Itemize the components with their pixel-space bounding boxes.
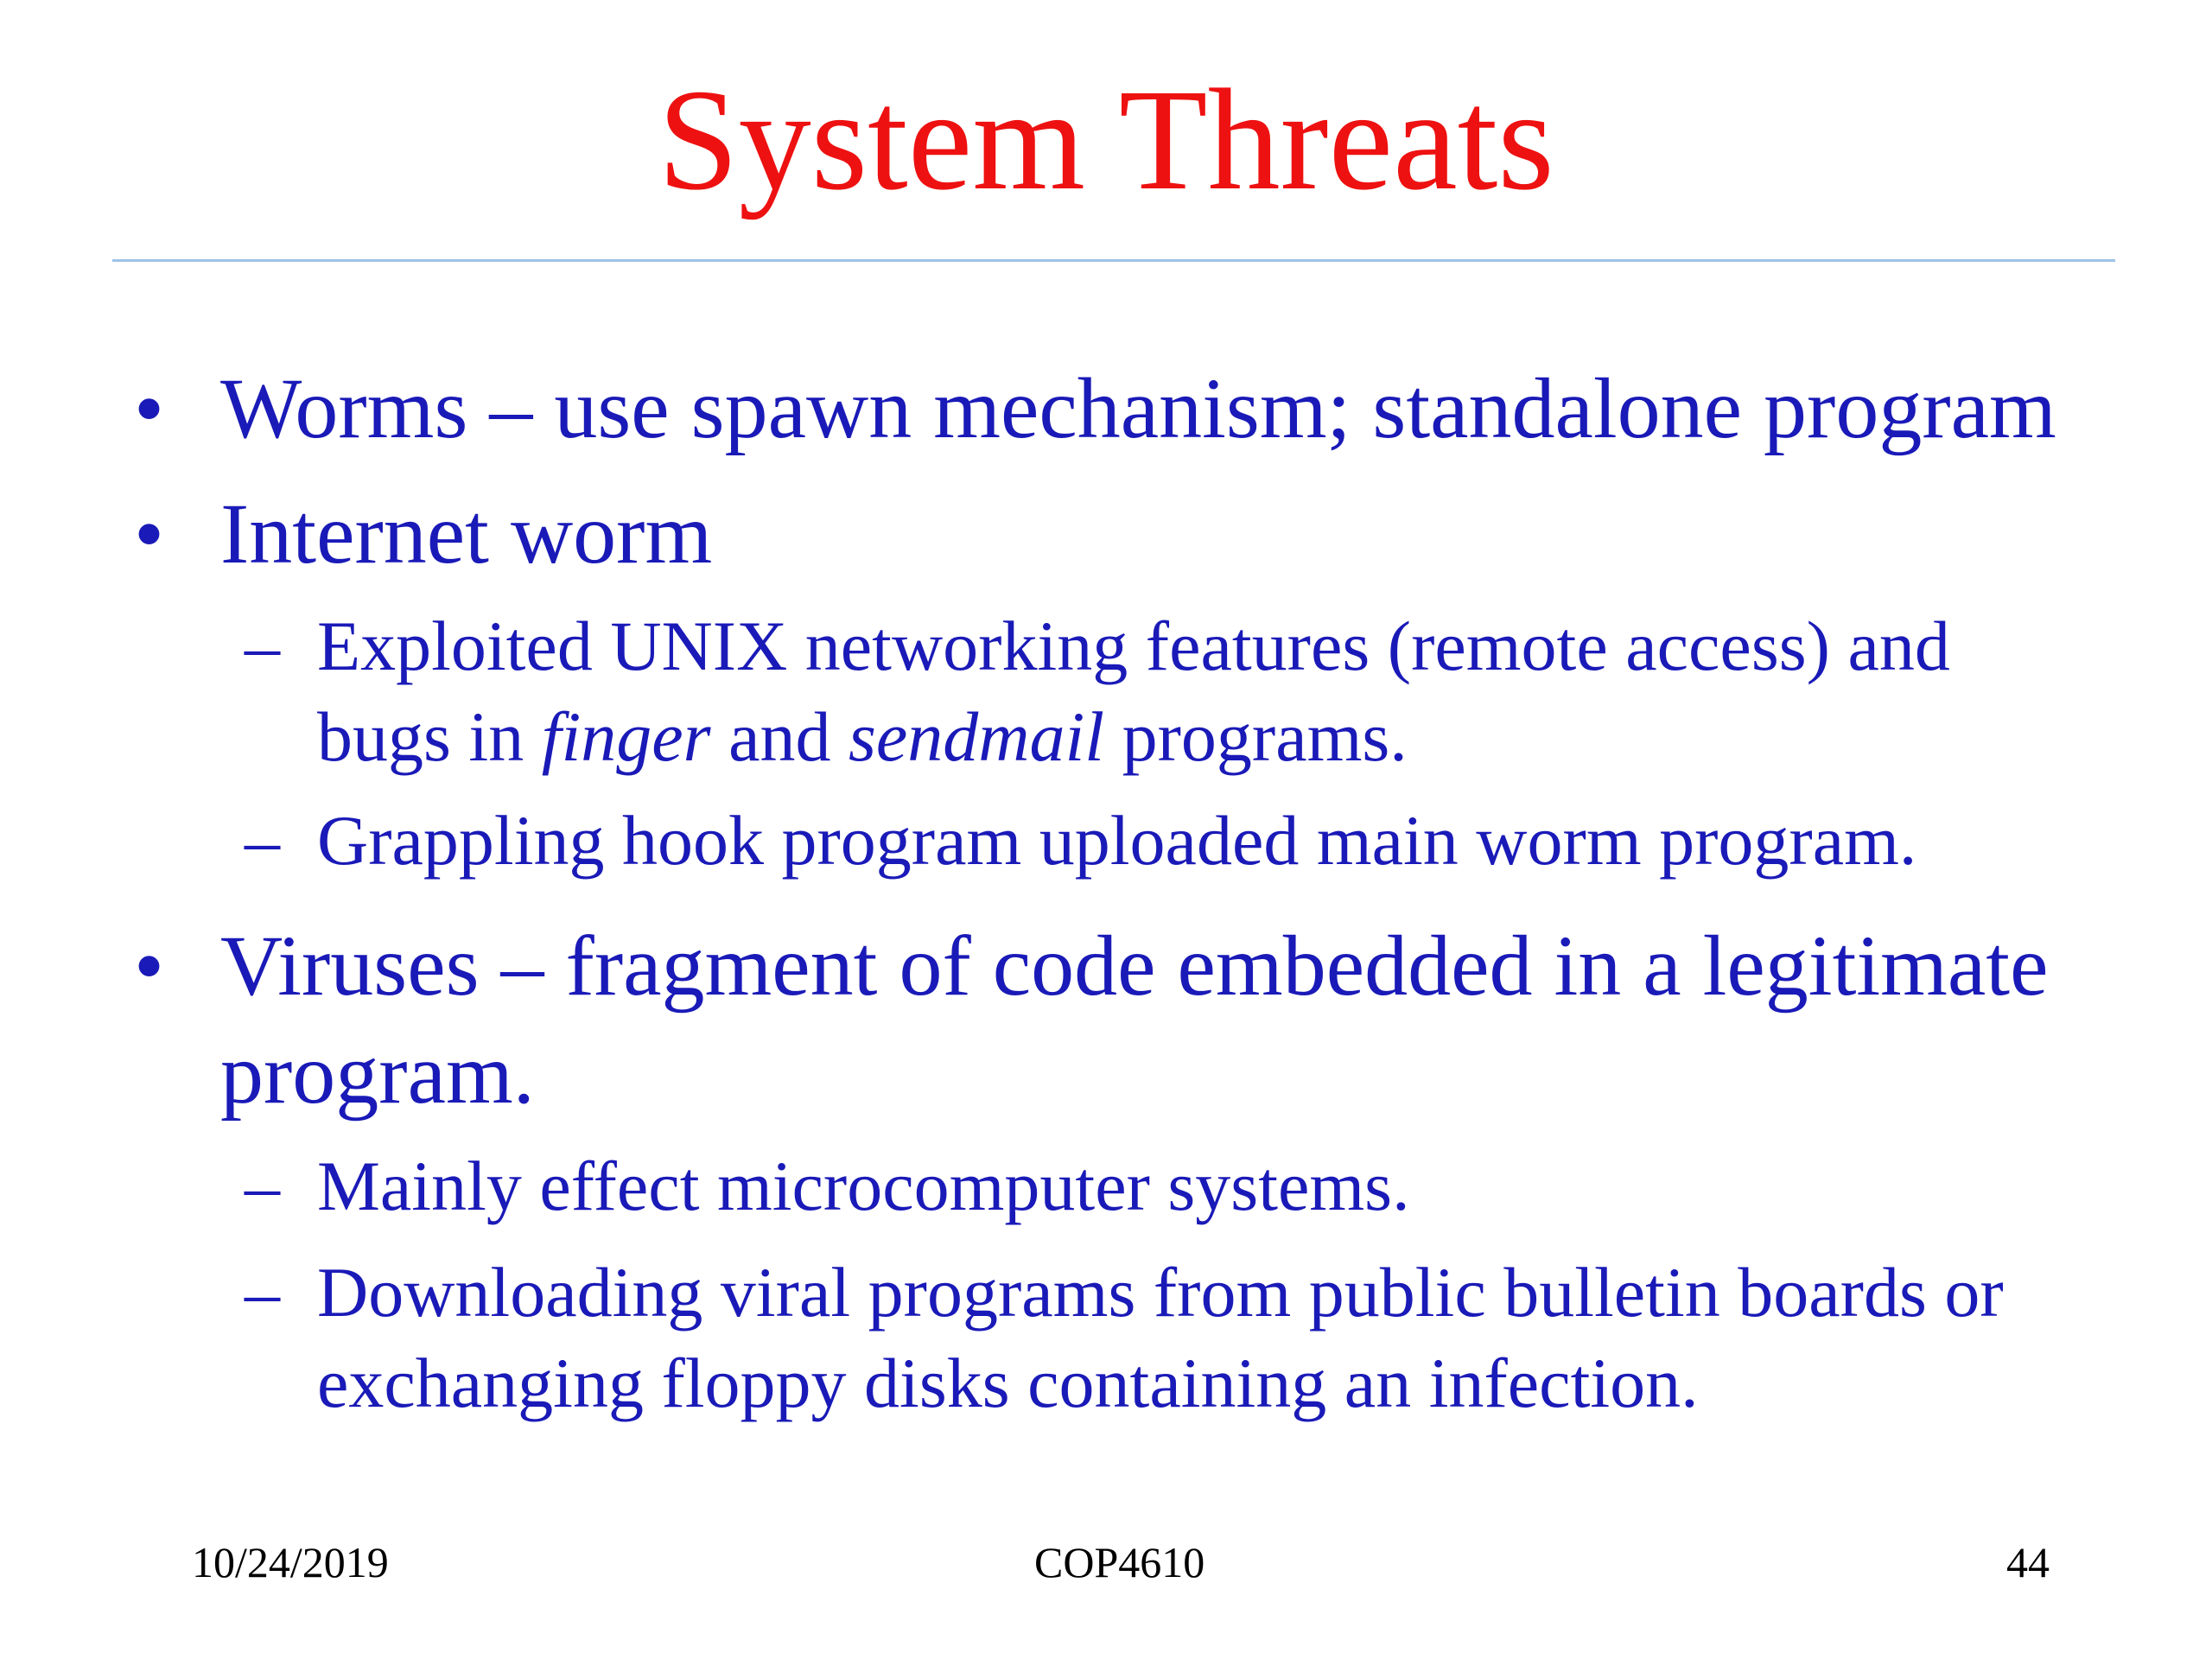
- footer-page-number: 44: [2006, 1538, 2050, 1586]
- sub-bullet-marker: –: [245, 607, 280, 685]
- bullet-marker: •: [134, 360, 165, 456]
- italic-term-finger: finger: [541, 697, 711, 776]
- bullet-worms: Worms – use spawn mechanism; standalone program: [220, 360, 2056, 456]
- bullet-marker: •: [134, 486, 165, 582]
- bullet-internet-worm: Internet worm: [220, 486, 713, 582]
- subitem-downloading-line2: exchanging floppy disks containing an infection.: [317, 1344, 1699, 1422]
- footer-date: 10/24/2019: [192, 1538, 389, 1586]
- footer-course: COP4610: [1034, 1538, 1205, 1586]
- subitem-downloading-line1: Downloading viral programs from public bulletin boards or: [317, 1253, 2004, 1332]
- subitem-microcomputer: Mainly effect microcomputer systems.: [317, 1147, 1410, 1225]
- sub-bullet-marker: –: [245, 801, 280, 880]
- bullet-viruses-line1: Viruses – fragment of code embedded in a legitimate: [220, 918, 2049, 1014]
- bullet-viruses-line2: program.: [220, 1026, 535, 1122]
- subitem-exploited-line1: Exploited UNIX networking features (remote access) and: [317, 607, 1950, 685]
- italic-term-sendmail: sendmail: [848, 697, 1105, 776]
- text-run: programs.: [1104, 697, 1408, 776]
- text-run: and: [710, 697, 849, 776]
- sub-bullet-marker: –: [245, 1253, 280, 1332]
- sub-bullet-marker: –: [245, 1147, 280, 1225]
- slide-title: System Threats: [658, 60, 1554, 220]
- text-run: bugs in: [317, 697, 542, 776]
- subitem-grappling-hook: Grappling hook program uploaded main worm program.: [317, 801, 1917, 880]
- bullet-marker: •: [134, 918, 165, 1014]
- subitem-exploited-line2: [317, 691, 1408, 782]
